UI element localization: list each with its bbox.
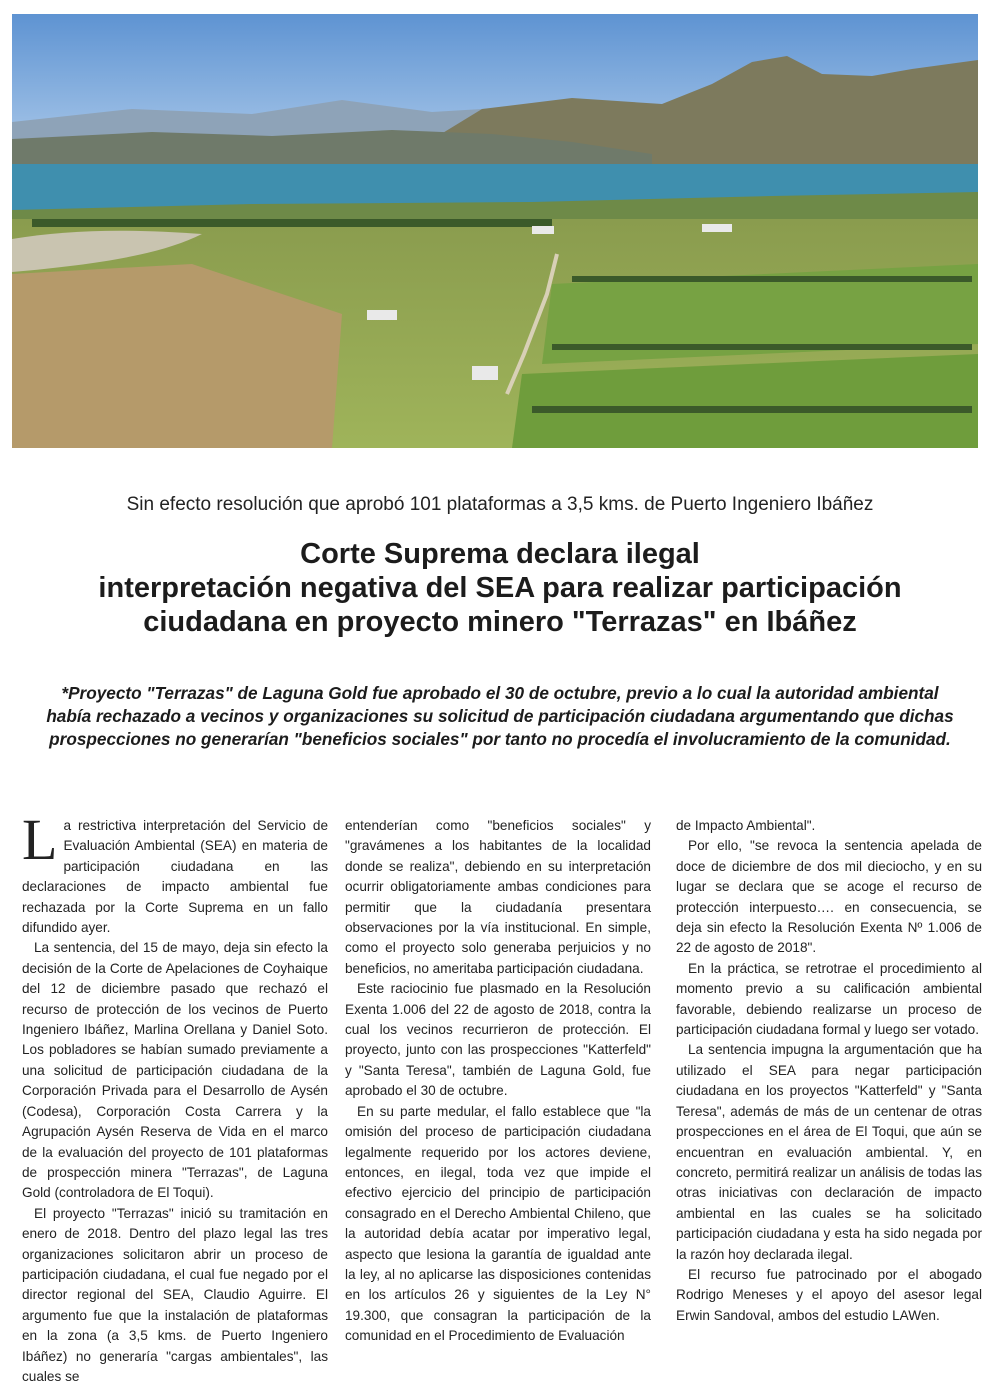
headline xyxy=(20,537,980,639)
body-paragraph: La sentencia, del 15 de mayo, deja sin efecto la decisión de la Corte de Apelaciones de Coyhaique del 12 de diciembre pasado que rechazó el recurso de protección de los vecinos de Puerto Ingeniero Ibáñez, Marlina Orellana y Daniel Soto. Los pobladores se habían sumado previamente a una solicitud de participación ciudadana de la Corporación Privada para el Desarrollo de Aysén (Codesa), Corporación Costa Carrera y la Agrupación Aysén Reserva de Vida en el marco de la evaluación del proyecto de 101 plataformas de prospección minera "Terrazas", de Laguna Gold (controladora de El Toqui). xyxy=(22,940,328,1201)
body-paragraph: En su parte medular, el fallo establece que "la omisión del proceso de participación ciudadana legalmente requerido por los actores deviene, entonces, en ilegal, toda vez que impide el efectivo ejercicio del principio de participación consagrado en el Derecho Ambiental Chileno, que la autoridad debía acatar por imperativo legal, aspecto que lesiona la garantía de igualdad ante la ley, al no aplicarse las disposiciones contenidas en los artículos 26 y siguientes de la Ley N° 19.300, que consagran la participación de la comunidad en el Procedimiento de Evaluación xyxy=(345,1103,651,1344)
body-paragraph: El proyecto "Terrazas" inició su tramitación en enero de 2018. Dentro del plazo legal las tres organizaciones solicitaron abrir un proceso de participación ciudadana, el cual fue negado por el director regional del SEA, Claudio Aguirre. El argumento fue que la instalación de plataformas en la zona (a 3,5 kms. de Puerto Ingeniero Ibáñez) no generaría "cargas ambientales", las cuales se xyxy=(22,1205,328,1384)
column-3 xyxy=(676,816,982,1326)
landscape-illustration xyxy=(12,14,978,448)
lead-line: había rechazado a vecinos y organizaciones su solicitud de participación ciudadana argumentando que dichas xyxy=(46,706,954,726)
body-paragraph: Por ello, "se revoca la sentencia apelada de doce de diciembre de dos mil dieciocho, y en su lugar se declara que se acoge el recurso de protección interpuesto…. en consecuencia, se deja sin efecto la Resolución Exenta Nº 1.006 de 22 de agosto de 2018". xyxy=(676,838,982,956)
column-2 xyxy=(345,816,651,1347)
lead-line: prospecciones no generarían "beneficios sociales" por tanto no procedía el involucramiento de la comunidad. xyxy=(49,729,951,749)
column-1 xyxy=(22,807,328,1387)
lead-line: *Proyecto "Terrazas" de Laguna Gold fue aprobado el 30 de octubre, previo a lo cual la autoridad ambiental xyxy=(61,683,939,703)
landscape-photo xyxy=(12,14,978,448)
body-paragraph: La restrictiva interpretación del Servicio de Evaluación Ambiental (SEA) en materia de participación ciudadana en las declaraciones de impacto ambiental fue rechazada por la Corte Suprema en un fallo difundido ayer. xyxy=(22,807,328,936)
body-paragraph: Este raciocinio fue plasmado en la Resolución Exenta 1.006 del 22 de agosto de 2018, contra la cual los vecinos recurrieron de protección. El proyecto, junto con las prospecciones "Katterfeld" y "Santa Teresa", también de Laguna Gold, fue aprobado el 30 de octubre. xyxy=(345,981,651,1099)
body-paragraph: La sentencia impugna la argumentación que ha utilizado el SEA para negar participación ciudadana en los proyectos "Katterfeld" y "Santa Teresa", además de más de un centenar de otras prospecciones en el área de El Toqui, que aún se encuentran en evaluación ambiental. Y, en concreto, permitirá realizar un análisis de todas las otras iniciativas con declaración de impacto ambiental en las cuales se ha solicitado participación ciudadana y esta ha sido negada por la razón hoy declarada ilegal. xyxy=(676,1042,983,1262)
headline-line: Corte Suprema declara ilegal xyxy=(300,538,700,570)
kicker: Sin efecto resolución que aprobó 101 plataformas a 3,5 kms. de Puerto Ingeniero Ibáñez xyxy=(126,494,874,515)
headline-line: ciudadana en proyecto minero "Terrazas" en Ibáñez xyxy=(143,606,857,638)
lead-paragraph xyxy=(30,682,970,751)
body-paragraph: El recurso fue patrocinado por el abogado Rodrigo Meneses y el apoyo del asesor legal Erwin Sandoval, ambos del estudio LAWen. xyxy=(676,1266,982,1323)
body-paragraph: En la práctica, se retrotrae el procedimiento al momento previo a su calificación ambiental favorable, debiendo realizarse un proceso de participación ciudadana formal y luego ser votado. xyxy=(676,960,982,1038)
body-paragraph: entenderían como "beneficios sociales" y "gravámenes a los habitantes de la localidad donde se realiza", debiendo en su interpretación ocurrir obligatoriamente ambas condiciones para permitir que la ciudadanía presentara observaciones por la vía institucional. En simple, como el proyecto solo generaba perjuicios y no beneficios, no ameritaba participación ciudadana. xyxy=(345,818,651,976)
headline-line: interpretación negativa del SEA para realizar participación xyxy=(98,572,902,604)
body-paragraph: de Impacto Ambiental". xyxy=(676,818,816,833)
drop-cap: L xyxy=(22,807,58,872)
